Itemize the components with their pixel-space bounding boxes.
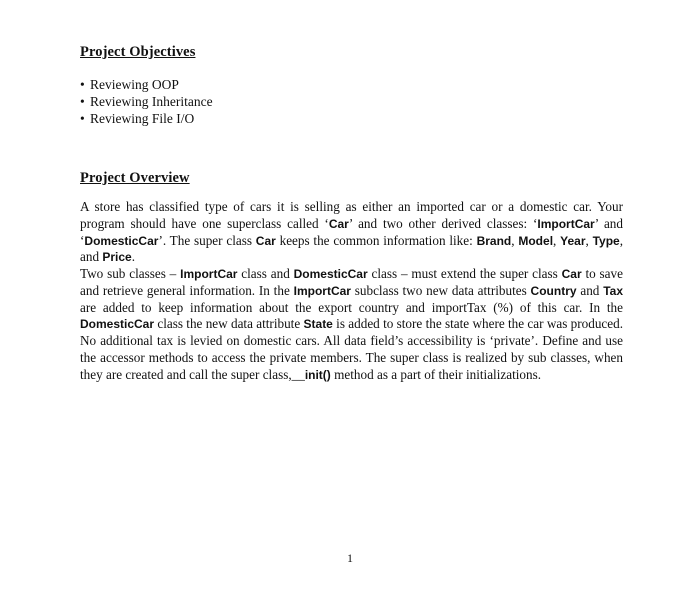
text-run: A store has classified type of cars it is selling as either an imported car or a domestic car. Your program should have one superclass called ‘ [80,199,623,231]
text-run: class the new data attribute [154,316,304,332]
code-term: DomesticCar [80,317,155,332]
text-run: class – must extend the super class [367,266,562,281]
objective-text: Reviewing Inheritance [90,94,213,109]
code-term: ImportCar [180,267,238,281]
bullet-icon: • [80,77,85,92]
text-run: is added to store the state where the car was produced. No additional tax is levied on domestic cars. All data field’s accessibility is ‘private’. Define and use the accessor methods to access the private members. The super class is realized by sub classes, when they are created and call the super class,__ [80,316,624,382]
code-term: init() [304,367,331,382]
objectives-list [80,76,213,127]
code-term: ImportCar [537,216,595,231]
code-term: Model [518,233,554,248]
objective-text: Reviewing OOP [90,77,179,92]
code-term: Price [102,250,132,265]
code-term: State [303,317,333,332]
text-run: ’ and two other derived classes: ‘ [348,215,538,231]
objectives-heading: Project Objectives [80,44,196,60]
text-run: ’ and ‘ [80,215,623,248]
code-term: DomesticCar [84,233,159,248]
code-term: Car [255,233,276,248]
text-run: Two sub classes – [80,266,181,281]
code-term: Type [592,233,620,248]
bullet-icon: • [80,111,85,126]
text-run: , and [80,232,624,265]
code-term: Country [530,283,577,298]
text-run: ’. The super class [158,232,256,248]
page-number: 1 [347,551,353,565]
objective-text: Reviewing File I/O [90,111,195,126]
code-term: Brand [476,233,512,248]
code-term: ImportCar [293,283,351,298]
overview-paragraph-2 [80,266,623,384]
overview-heading: Project Overview [80,170,190,186]
list-item [80,110,213,127]
code-term: Year [560,233,586,248]
text-run: are added to keep information about the export country and importTax (%) of this car. In the [80,299,623,315]
text-run: , [511,232,519,248]
text-run: , [553,232,561,248]
code-term: Car [561,267,582,281]
text-run: method as a part of their initializations. [330,366,542,382]
text-run: class and [237,266,294,281]
bullet-icon: • [80,94,85,109]
text-run: keeps the common information like: [275,232,477,248]
code-term: DomesticCar [293,267,368,281]
text-run: to save and retrieve general information. In the [80,266,623,298]
list-item [80,93,213,110]
text-run: . [131,249,135,265]
code-term: Tax [603,283,623,298]
overview-paragraph-1 [80,199,623,266]
text-run: and [576,282,604,298]
list-item [80,76,213,93]
code-term: Car [328,216,349,231]
text-run: subclass two new data attributes [350,282,531,298]
text-run: , [585,232,593,248]
